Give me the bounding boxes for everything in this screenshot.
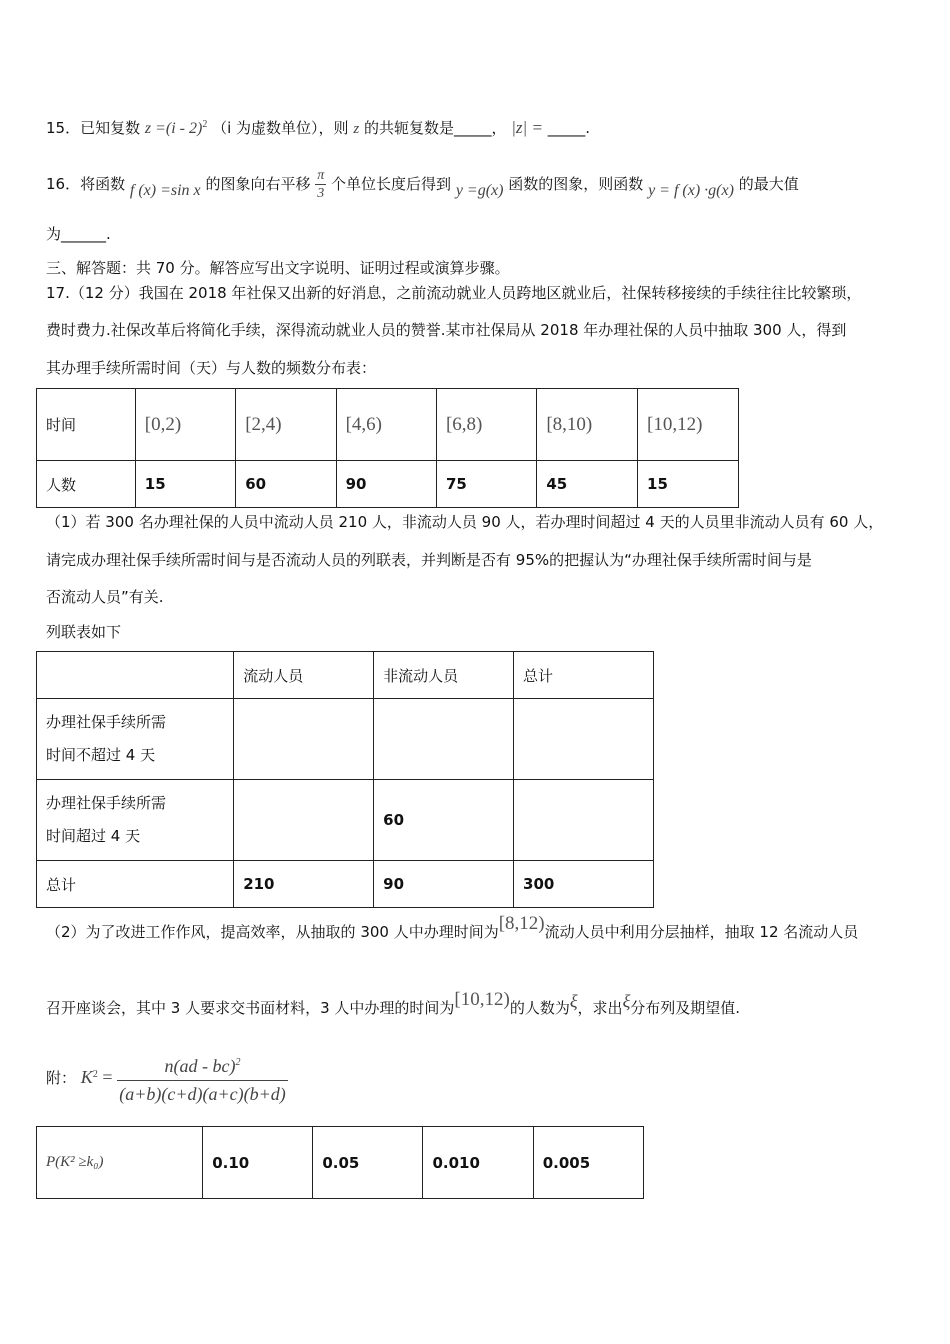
table-row <box>37 652 654 699</box>
interval-cell: [0,2) <box>135 389 235 461</box>
q17-line2: 费时费力.社保改革后将简化手续，深得流动就业人员的赞誉.某市社保局从 2018 年办理社保的人员中抽取 300 人，得到 <box>46 321 847 339</box>
q15-z-symbol: z <box>353 121 360 137</box>
q16-fraction-denominator: 3 <box>317 186 325 201</box>
k-fraction <box>117 1049 288 1108</box>
count-cell: 15 <box>638 461 739 508</box>
row-label-line: 时间超过 4 天 <box>46 827 141 845</box>
q15-mid2: 的共轭复数是_____， <box>363 119 507 137</box>
q15-number: 15．已知复数 <box>46 119 141 137</box>
part2-text: 的人数为 <box>509 999 570 1017</box>
appendix-label: 附： <box>46 1069 77 1087</box>
part2-line2 <box>46 985 740 1029</box>
part1-line1: （1）若 300 名办理社保的人员中流动人员 210 人，非流动人员 90 人，若办理时间超过 4 天的人员里非流动人员有 60 人， <box>46 513 884 531</box>
part1-line2: 请完成办理社保手续所需时间与是否流动人员的列联表，并判断是否有 95%的把握认为“办理社保手续所需时间与是 <box>46 551 812 569</box>
k-critical-table <box>36 1126 644 1199</box>
k-numerator-text: n(ad - bc) <box>164 1056 236 1076</box>
table-row <box>37 699 654 780</box>
interval-cell: [10,12) <box>638 389 739 461</box>
header-cell: 非流动人员 <box>374 652 514 699</box>
part2-line1 <box>46 910 858 954</box>
q16-end: 的最大值 <box>738 175 799 193</box>
total-cell: 300 <box>514 861 654 908</box>
interval-inline: [10,12) <box>454 989 510 1010</box>
section-3-heading: 三、解答题：共 70 分。解答应写出文字说明、证明过程或演算步骤。 <box>46 259 510 277</box>
q17-line1: 17.（12 分）我国在 2018 年社保又出新的好消息，之前流动就业人员跨地区就业后，社保转移接续的手续往往比较繁琐， <box>46 284 862 302</box>
row-label-line: 办理社保手续所需 <box>46 713 167 731</box>
k-value-cell: 0.010 <box>423 1127 533 1199</box>
interval-cell: [4,6) <box>336 389 436 461</box>
header-cell: 流动人员 <box>234 652 374 699</box>
table-row <box>37 389 739 461</box>
q16-g-expression: y =g(x) <box>455 182 504 199</box>
total-label: 总计 <box>37 861 234 908</box>
interval-cell: [6,8) <box>436 389 536 461</box>
table-row <box>37 1127 644 1199</box>
total-cell: 210 <box>234 861 374 908</box>
k-symbol: K <box>80 1067 93 1087</box>
count-cell: 90 <box>336 461 436 508</box>
frequency-table <box>36 388 739 508</box>
k-numerator <box>117 1049 288 1081</box>
total-cell: 90 <box>374 861 514 908</box>
count-cell: 15 <box>135 461 235 508</box>
q15-exponent: 2 <box>202 119 208 130</box>
part2-text: （2）为了改进工作作风，提高效率，从抽取的 300 人中办理时间为 <box>46 923 499 941</box>
question-15 <box>46 112 590 138</box>
row-label-line: 时间不超过 4 天 <box>46 746 156 764</box>
row-label <box>37 780 234 861</box>
question-16 <box>46 162 799 206</box>
q16-line2: 为______. <box>46 225 111 243</box>
equals-sign: = <box>97 1067 113 1087</box>
k-numerator-exponent: 2 <box>235 1057 241 1068</box>
k-value-cell: 0.005 <box>533 1127 643 1199</box>
q16-number: 16．将函数 <box>46 175 126 193</box>
row-label-line: 办理社保手续所需 <box>46 794 167 812</box>
q15-mid: （i 为虚数单位），则 <box>212 119 349 137</box>
count-label: 人数 <box>37 461 136 508</box>
k-value-cell: 0.05 <box>313 1127 423 1199</box>
q16-fraction <box>315 167 326 202</box>
q16-fraction-numerator: π <box>317 168 325 183</box>
header-cell: 总计 <box>514 652 654 699</box>
interval-inline: [8,12) <box>498 913 545 934</box>
xi-symbol: ξ <box>622 991 631 1011</box>
part2-text: 召开座谈会，其中 3 人要求交书面材料，3 人中办理的时间为 <box>46 999 455 1017</box>
empty-cell[interactable] <box>514 780 654 861</box>
count-cell: 45 <box>537 461 638 508</box>
k-denominator: (a+b)(c+d)(a+c)(b+d) <box>119 1084 286 1104</box>
q15-abs-z: |z| = <box>511 118 543 137</box>
value-cell: 60 <box>374 780 514 861</box>
k-exponent: 2 <box>92 1069 98 1080</box>
empty-cell[interactable] <box>514 699 654 780</box>
table-intro: 列联表如下 <box>46 623 122 641</box>
interval-cell: [2,4) <box>236 389 336 461</box>
q16-mid3: 函数的图象，则函数 <box>508 175 644 193</box>
interval-cell: [8,10) <box>537 389 638 461</box>
q16-mid2: 个单位长度后得到 <box>331 175 452 193</box>
q16-f-expression: f (x) =sin x <box>129 182 201 199</box>
contingency-table <box>36 651 654 908</box>
table-row <box>37 861 654 908</box>
q17-line3: 其办理手续所需时间（天）与人数的频数分布表： <box>46 359 377 377</box>
empty-cell[interactable] <box>234 780 374 861</box>
row-label <box>37 699 234 780</box>
empty-cell[interactable] <box>234 699 374 780</box>
q15-z-expression: z =(i - 2) <box>144 120 203 137</box>
count-cell: 75 <box>436 461 536 508</box>
header-cell <box>37 652 234 699</box>
q16-y-expression: y = f (x) ·g(x) <box>648 182 734 199</box>
table-row <box>37 780 654 861</box>
appendix-formula <box>46 1046 288 1104</box>
q16-mid1: 的图象向右平移 <box>205 175 311 193</box>
part2-text: 分布列及期望值. <box>630 999 741 1017</box>
part2-text: ，求出 <box>577 999 623 1017</box>
count-cell: 60 <box>236 461 336 508</box>
table-row <box>37 461 739 508</box>
part2-text: 流动人员中利用分层抽样，抽取 12 名流动人员 <box>544 923 859 941</box>
probability-label: P(K² ≥k₀) <box>37 1127 203 1199</box>
part1-line3: 否流动人员”有关. <box>46 588 164 606</box>
q15-end: _____. <box>547 119 590 137</box>
xi-symbol: ξ <box>569 991 578 1011</box>
k-value-cell: 0.10 <box>203 1127 313 1199</box>
time-label: 时间 <box>37 389 136 461</box>
empty-cell[interactable] <box>374 699 514 780</box>
